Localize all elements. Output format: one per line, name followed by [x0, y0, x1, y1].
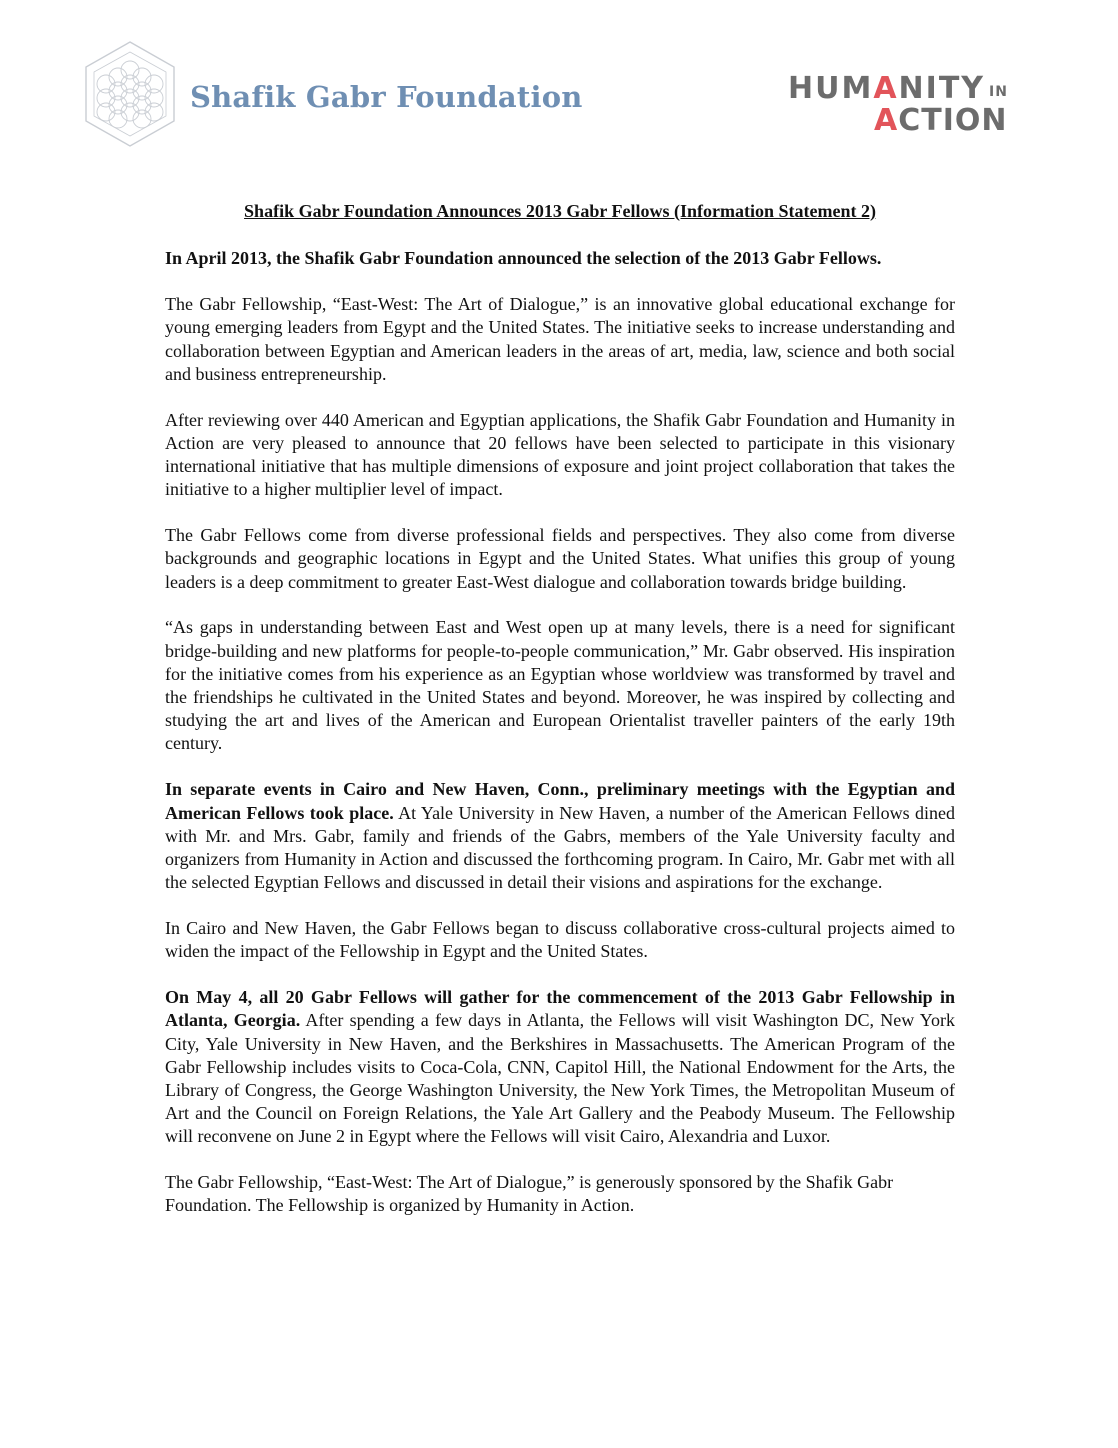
- paragraph-itinerary: [165, 986, 955, 1148]
- humanity-in-action-logo: [788, 72, 1028, 138]
- logo-accent-letter: A: [874, 103, 899, 138]
- paragraph-itinerary-lead: On May 4, all 20 Gabr Fellows will gather for the commencement of the 2013 Gabr Fellowship in Atlanta, Georgia.: [165, 987, 955, 1031]
- document-title: Shafik Gabr Foundation Announces 2013 Gabr Fellows (Information Statement 2): [244, 201, 876, 221]
- logo-text: CTION: [898, 103, 1008, 138]
- document-body: [165, 200, 955, 1240]
- paragraph-meetings: [165, 778, 955, 894]
- foundation-name: Shafik Gabr Foundation: [190, 80, 583, 114]
- paragraph-fellows-background: The Gabr Fellows come from diverse professional fields and perspectives. They also come from diverse backgrounds and geographic locations in Egypt and the United States. What unifies this group of young leaders is a deep commitment to greater East-West dialogue and collaboration towards bridge building.: [165, 525, 955, 592]
- logo-text: HUM: [788, 71, 874, 106]
- logo-line-humanity: [788, 71, 1008, 106]
- paragraph-fellowship-description: The Gabr Fellowship, “East-West: The Art of Dialogue,” is an innovative global educational exchange for young emerging leaders from Egypt and the United States. The initiative seeks to increase understanding and collaboration between Egyptian and American leaders in the areas of art, media, law, science and both social and business entrepreneurship.: [165, 294, 955, 384]
- paragraph-itinerary-rest: After spending a few days in Atlanta, the Fellows will visit Washington DC, New York City, Yale University in New Haven, and the Berkshires in Massachusetts. The American Program of the Gabr Fellowship includes visits to Coca-Cola, CNN, Capitol Hill, the National Endowment for the Arts, the Library of Congress, the George Washington University, the New York Times, the Metropolitan Museum of Art and the Council on Foreign Relations, the Yale Art Gallery and the Peabody Museum. The Fellowship will reconvene on June 2 in Egypt where the Fellows will visit Cairo, Alexandria and Luxor.: [165, 1010, 955, 1147]
- paragraph-selection: After reviewing over 440 American and Egyptian applications, the Shafik Gabr Foundation and Humanity in Action are very pleased to announce that 20 fellows have been selected to participate in this visionary international initiative that has multiple dimensions of exposure and joint project collaboration that takes the initiative to a higher multiplier level of impact.: [165, 409, 955, 500]
- logo-text: NITY: [898, 71, 986, 106]
- hexagon-lattice-icon: [82, 40, 178, 148]
- logo-text-in: IN: [989, 84, 1008, 100]
- paragraph-quote: “As gaps in understanding between East and West open up at many levels, there is a need for significant bridge-building and new platforms for people-to-people communication,” Mr. Gabr observed. His inspiration for the initiative comes from his experience as an Egyptian whose worldview was transformed by travel and the friendships he cultivated in the United States and beyond. Moreover, he was inspired by collecting and studying the art and lives of the American and European Orientalist traveller painters of the early 19th century.: [165, 617, 955, 754]
- paragraph-meetings-lead: In separate events in Cairo and New Haven, Conn., preliminary meetings with the Egyptian and American Fellows took place.: [165, 779, 955, 823]
- logo-line-action: [874, 103, 1008, 138]
- paragraph-intro: In April 2013, the Shafik Gabr Foundation announced the selection of the 2013 Gabr Fellows.: [165, 248, 882, 269]
- paragraph-sponsorship: The Gabr Fellowship, “East-West: The Art of Dialogue,” is generously sponsored by the Shafik Gabr Foundation. The Fellowship is organized by Humanity in Action.: [165, 1172, 894, 1216]
- shafik-gabr-foundation-logo: [82, 40, 583, 148]
- paragraph-projects: In Cairo and New Haven, the Gabr Fellows began to discuss collaborative cross-cultural projects aimed to widen the impact of the Fellowship in Egypt and the United States.: [165, 918, 955, 962]
- paragraph-meetings-rest: At Yale University in New Haven, a number of the American Fellows dined with Mr. and Mrs. Gabr, family and friends of the Gabrs, members of the Yale University faculty and organizers from Humanity in Action and discussed the forthcoming program. In Cairo, Mr. Gabr met with all the selected Egyptian Fellows and discussed in detail their visions and aspirations for the exchange.: [165, 802, 955, 893]
- logo-accent-letter: A: [873, 71, 899, 106]
